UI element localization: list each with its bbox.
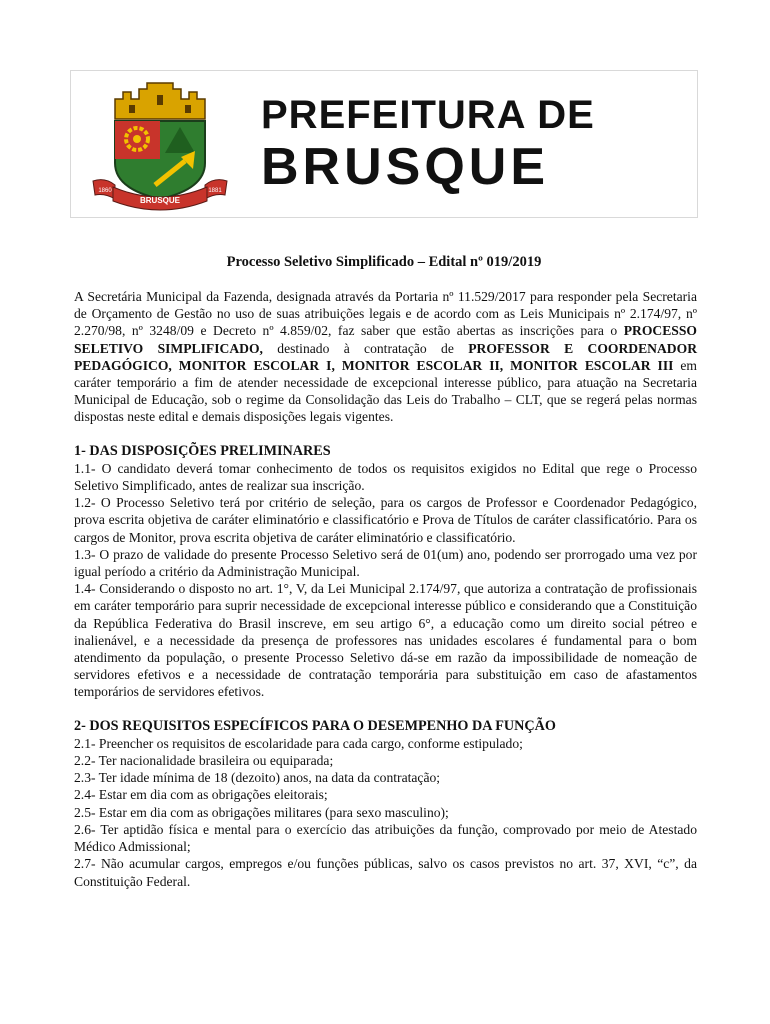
document-body [74,288,697,907]
section-1-item: 1.1- O candidato deverá tomar conhecimento de todos os requisitos exigidos no Edital que rege o Processo Seletivo Simplificado, antes de realizar sua inscrição. [74,460,697,494]
section-2-item: 2.5- Estar em dia com as obrigações militares (para sexo masculino); [74,804,449,820]
section-specific-requirements [74,718,697,890]
municipal-crest-logo [85,81,235,211]
document-title: Processo Seletivo Simplificado – Edital nº 019/2019 [226,254,542,270]
svg-text:BRUSQUE: BRUSQUE [139,196,181,205]
section-1-item: 1.2- O Processo Seletivo terá por critério de seleção, para os cargos de Professor e Coordenador Pedagógico, prova escrita objetiva de caráter eliminatório e classificatório e Prova de Títulos de caráter classificatório. Para os cargos de Monitor, prova escrita objetiva de caráter eliminatório e classificatório. [74,495,697,545]
section-2-item: 2.1- Preencher os requisitos de escolaridade para cada cargo, conforme estipulado; [74,735,523,751]
svg-text:1860: 1860 [98,188,112,194]
intro-text-1: A Secretária Municipal da Fazenda, designada através da Portaria nº 11.529/2017 para responder pela Secretaria de Orçamento de Gestão no uso de suas atribuições legais e de acordo com as Leis Municipais nº 2.174/97, nº 2.270/98, nº 3248/09 e Decreto nº 4.859/02, faz saber que estão abertas as inscrições para o [74,289,697,339]
intro-paragraph [74,288,697,426]
section-preliminary-provisions [74,443,697,701]
section-2-item: 2.2- Ter nacionalidade brasileira ou equiparada; [74,753,334,769]
section-1-item: 1.3- O prazo de validade do presente Processo Seletivo será de 01(um) ano, podendo ser prorrogado uma vez por igual período a critério da Administração Municipal. [74,546,697,580]
svg-text:1881: 1881 [208,188,222,194]
header-box [70,70,698,218]
intro-bold-positions: PROFESSOR E COORDENADOR PEDAGÓGICO, MONITOR ESCOLAR I, MONITOR ESCOLAR II, MONITOR ESCOLAR III [74,340,698,373]
org-name-line2: BRUSQUE [261,138,550,196]
section-2-title: 2- DOS REQUISITOS ESPECÍFICOS PARA O DESEMPENHO DA FUNÇÃO [74,717,556,734]
section-1-title: 1- DAS DISPOSIÇÕES PRELIMINARES [74,442,331,459]
section-2-item: 2.3- Ter idade mínima de 18 (dezoito) anos, na data da contratação; [74,770,441,786]
section-2-item: 2.4- Estar em dia com as obrigações eleitorais; [74,787,328,803]
intro-bold-process: PROCESSO SELETIVO SIMPLIFICADO, [74,323,697,356]
section-2-item: 2.7- Não acumular cargos, empregos e/ou funções públicas, salvo os casos previstos no art. 37, XVI, “c”, da Constituição Federal. [74,856,697,889]
section-1-item: 1.4- Considerando o disposto no art. 1°, V, da Lei Municipal 2.174/97, que autoriza a contratação de profissionais em caráter temporário para suprir necessidade de excepcional interesse público e considerando que a Constituição da República Federativa do Brasil inscreve, em seu artigo 6°, a educação como um direito social pétreo e inalienável, e a necessidade da presença de professores nas unidades escolares é fundamental para o bom atendimento da população, o presente Processo Seletivo dá-se em razão da impossibilidade de nomeação de servidores efetivos e a necessidade de contratação temporária para substituição em caso de afastamentos temporários de servidores efetivos. [74,581,697,700]
organization-name [261,93,681,196]
intro-text-3: em caráter temporário a fim de atender necessidade de excepcional interesse público, para atuação na Secretaria Municipal de Educação, sob o regime da Consolidação das Leis do Trabalho – CLT, que se regerá pelas normas dispostas neste edital e demais disposições legais vigentes. [74,357,697,425]
org-name-line1: PREFEITURA DE [261,93,595,137]
intro-text-2: destinado à contratação de [262,340,469,356]
section-2-item: 2.6- Ter aptidão física e mental para o exercício das atribuições da função, comprovado por meio de Atestado Médico Admissional; [74,821,697,855]
